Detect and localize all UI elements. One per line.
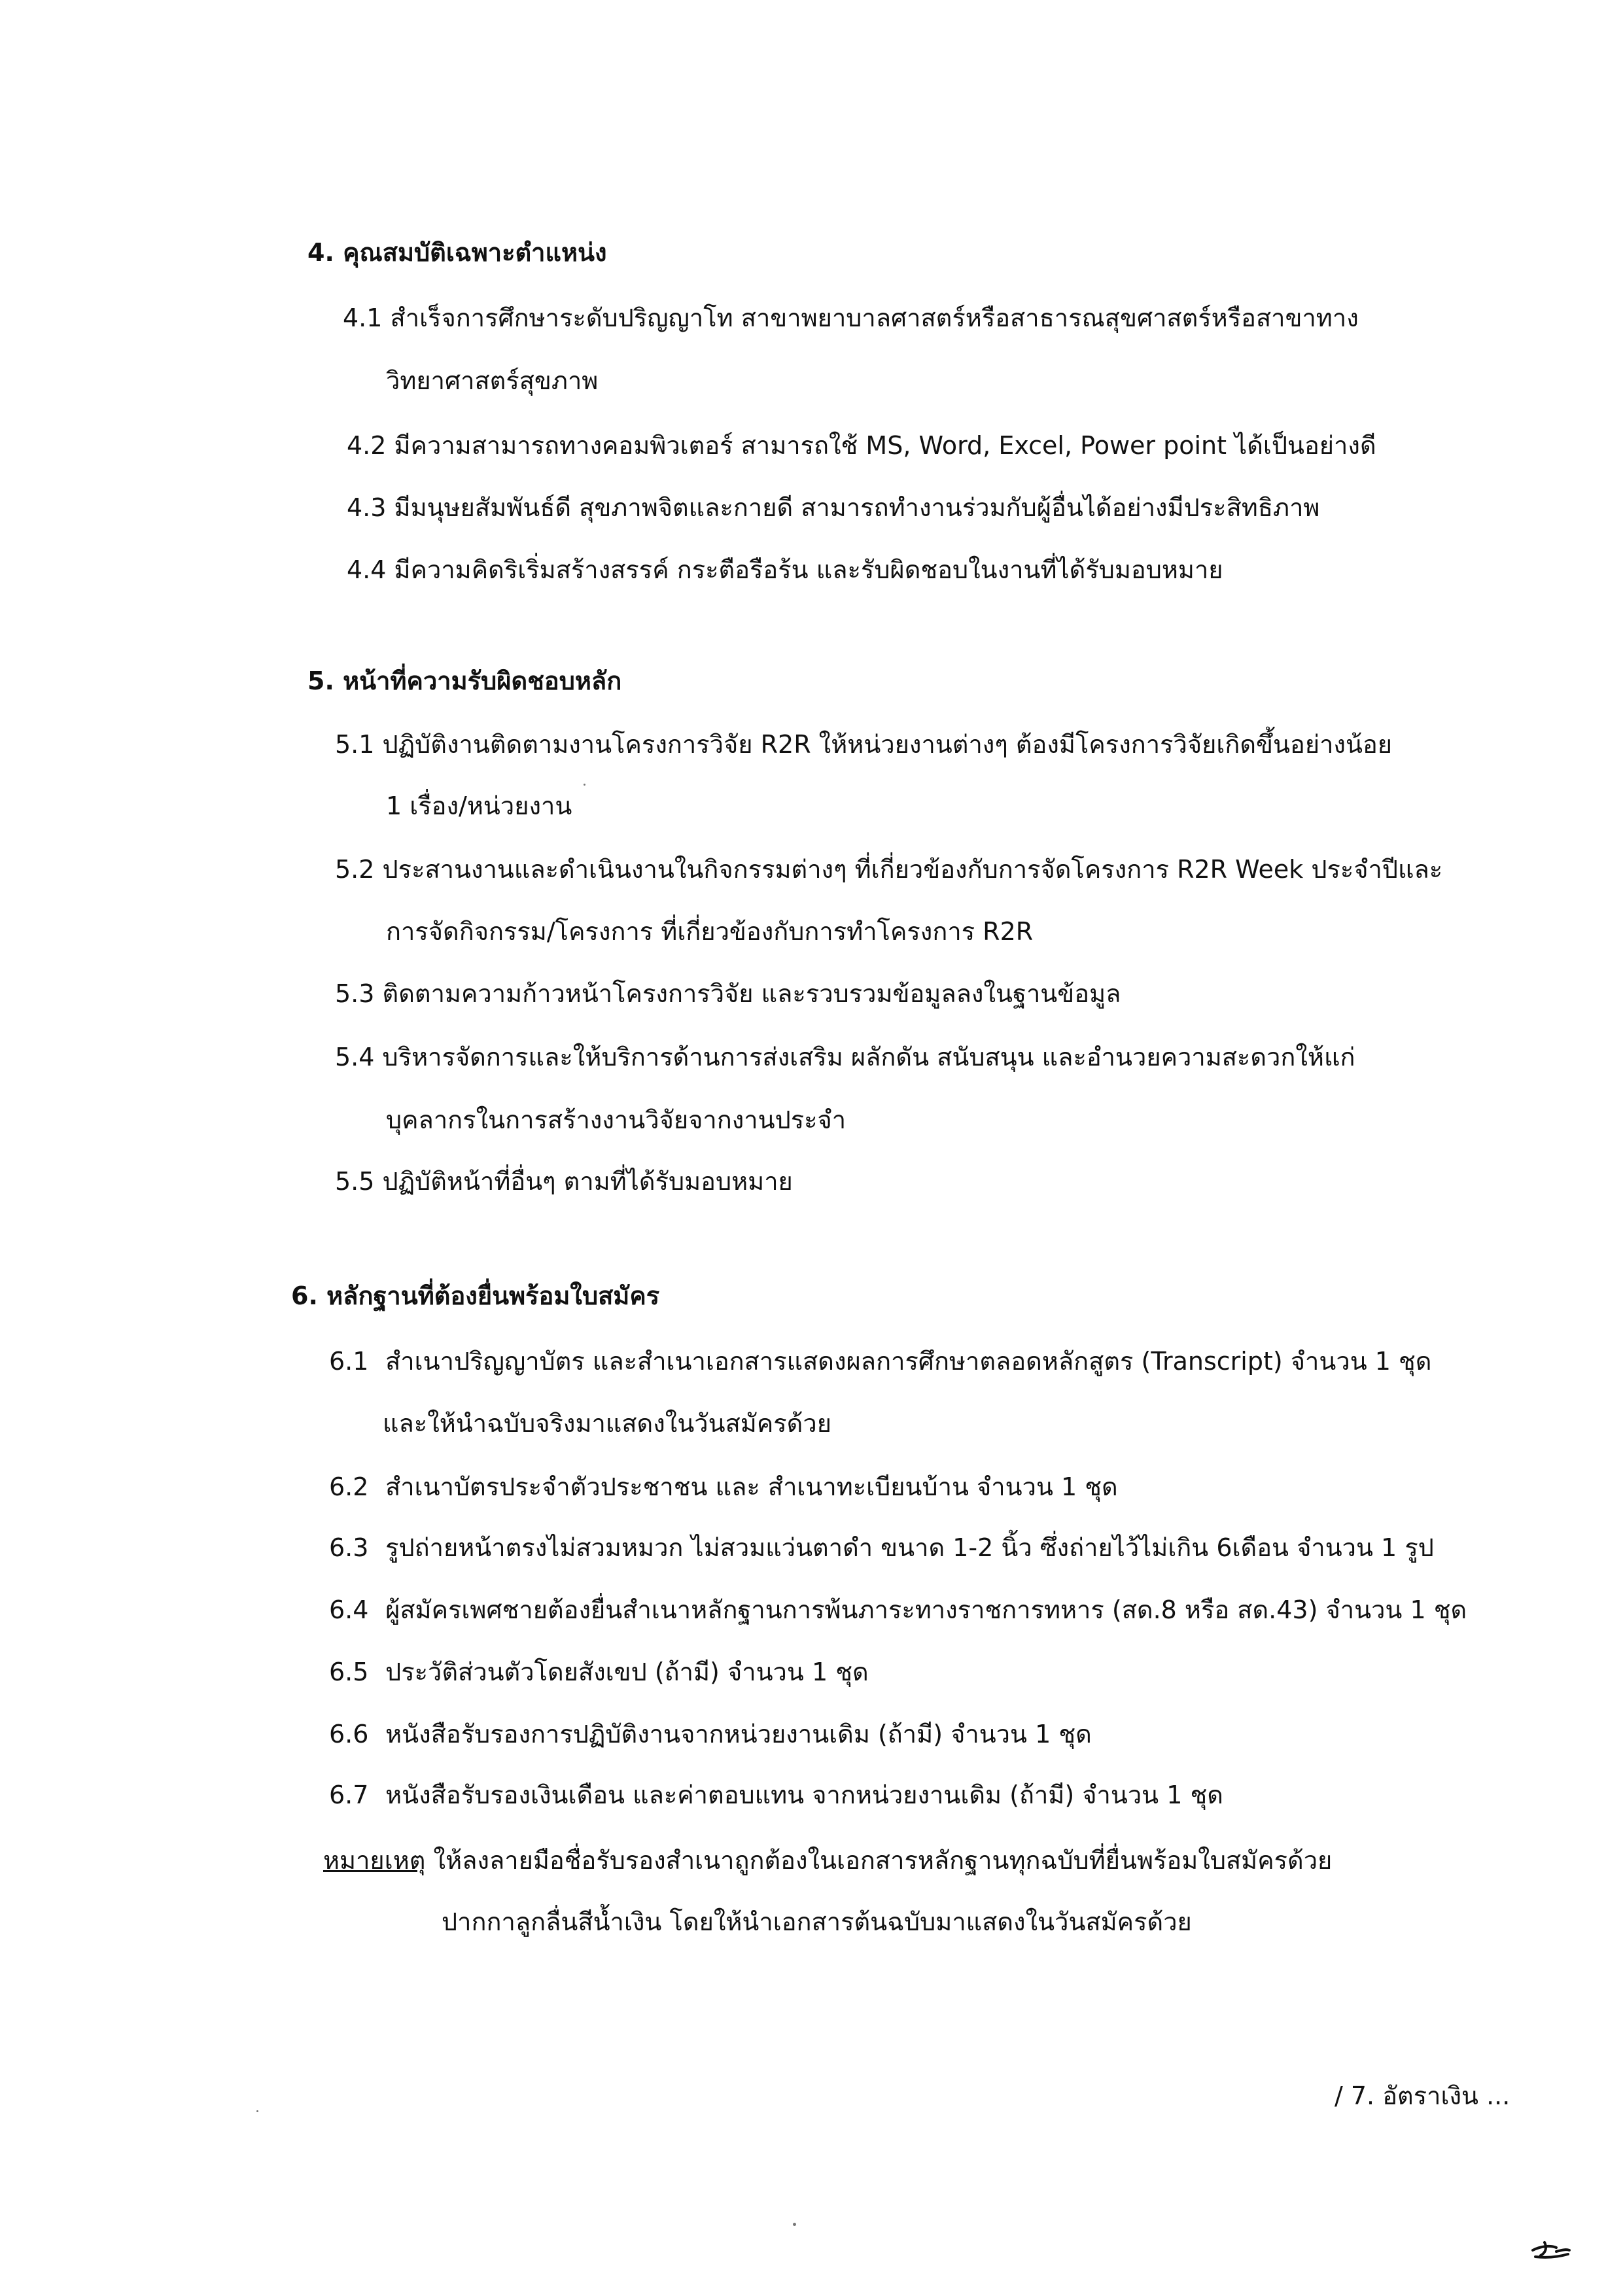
item-number: 6.4 [329, 1595, 369, 1624]
item-number: 4.4 [347, 555, 387, 584]
item-number: 4.2 [347, 431, 387, 460]
item-4-1 [343, 301, 1359, 335]
item-6-7 [329, 1778, 1223, 1812]
item-number: 5.4 [335, 1043, 375, 1071]
item-5-1 [335, 727, 1392, 761]
item-number: 4.3 [347, 493, 387, 522]
item-6-5 [329, 1655, 869, 1689]
next-page-reference: / 7. อัตราเงิน ... [1335, 2081, 1510, 2110]
note-text: ให้ลงลายมือชื่อรับรองสำเนาถูกต้องในเอกสารหลักฐานทุกฉบับที่ยื่นพร้อมใบสมัครด้วย [433, 1846, 1333, 1875]
item-4-2 [347, 428, 1376, 462]
item-5-5 [335, 1164, 793, 1198]
item-text: ประสานงานและดำเนินงานในกิจกรรมต่างๆ ที่เกี่ยวข้องกับการจัดโครงการ R2R Week ประจำปีและ [382, 855, 1443, 884]
item-text: ปฏิบัติงานติดตามงานโครงการวิจัย R2R ให้หน่วยงานต่างๆ ต้องมีโครงการวิจัยเกิดขึ้นอย่างน้อย [382, 730, 1393, 759]
item-text: มีมนุษยสัมพันธ์ดี สุขภาพจิตและกายดี สามารถทำงานร่วมกับผู้อื่นได้อย่างมีประสิทธิภาพ [394, 493, 1320, 522]
item-number: 6.6 [329, 1720, 369, 1748]
item-text: ผู้สมัครเพศชายต้องยื่นสำเนาหลักฐานการพ้นภาระทางราชการทหาร (สด.8 หรือ สด.43) จำนวน 1 ชุด [385, 1595, 1467, 1624]
note-line-1 [323, 1843, 1332, 1877]
section-5-title: 5. หน้าที่ความรับผิดชอบหลัก [307, 667, 622, 695]
scan-speck [584, 784, 585, 786]
item-6-2 [329, 1470, 1118, 1504]
item-text: รูปถ่ายหน้าตรงไม่สวมหมวก ไม่สวมแว่นตาดำ ขนาด 1-2 นิ้ว ซึ่งถ่ายไว้ไม่เกิน 6เดือน จำนวน 1 รูป [385, 1533, 1434, 1562]
item-number: 6.5 [329, 1658, 369, 1686]
item-6-1-continued: และให้นำฉบับจริงมาแสดงในวันสมัครด้วย [383, 1409, 831, 1438]
item-text: มีความสามารถทางคอมพิวเตอร์ สามารถใช้ MS, Word, Excel, Power point ได้เป็นอย่างดี [394, 431, 1376, 460]
handwritten-initials-icon [1527, 2236, 1580, 2262]
item-number: 6.1 [329, 1347, 369, 1376]
item-text: ติดตามความก้าวหน้าโครงการวิจัย และรวบรวมข้อมูลลงในฐานข้อมูล [382, 979, 1121, 1008]
item-text: สำเนาบัตรประจำตัวประชาชน และ สำเนาทะเบียนบ้าน จำนวน 1 ชุด [385, 1472, 1118, 1501]
item-5-3 [335, 977, 1121, 1011]
item-5-1-continued: 1 เรื่อง/หน่วยงาน [386, 791, 572, 820]
item-6-4 [329, 1593, 1467, 1627]
item-number: 4.1 [343, 304, 383, 332]
item-number: 6.3 [329, 1533, 369, 1562]
item-number: 5.2 [335, 855, 375, 884]
item-text: มีความคิดริเริ่มสร้างสรรค์ กระตือรือร้น และรับผิดชอบในงานที่ได้รับมอบหมาย [394, 555, 1223, 584]
section-6-title: 6. หลักฐานที่ต้องยื่นพร้อมใบสมัคร [291, 1281, 660, 1310]
item-number: 6.2 [329, 1472, 369, 1501]
item-text: สำเร็จการศึกษาระดับปริญญาโท สาขาพยาบาลศาสตร์หรือสาธารณสุขศาสตร์หรือสาขาทาง [390, 304, 1359, 332]
item-4-4 [347, 553, 1223, 587]
note-label: หมายเหตุ [323, 1846, 426, 1875]
item-6-3 [329, 1531, 1434, 1565]
item-text: สำเนาปริญญาบัตร และสำเนาเอกสารแสดงผลการศึกษาตลอดหลักสูตร (Transcript) จำนวน 1 ชุด [385, 1347, 1432, 1376]
note-line-2: ปากกาลูกลื่นสีน้ำเงิน โดยให้นำเอกสารต้นฉบับมาแสดงในวันสมัครด้วย [442, 1907, 1192, 1936]
item-6-1 [329, 1344, 1431, 1378]
section-4-title: 4. คุณสมบัติเฉพาะตำแหน่ง [307, 238, 607, 267]
item-number: 6.7 [329, 1781, 369, 1809]
item-number: 5.1 [335, 730, 375, 759]
item-6-6 [329, 1717, 1092, 1751]
item-number: 5.5 [335, 1167, 375, 1196]
item-text: ประวัติส่วนตัวโดยสังเขป (ถ้ามี) จำนวน 1 ชุด [385, 1658, 869, 1686]
item-text: หนังสือรับรองเงินเดือน และค่าตอบแทน จากหน่วยงานเดิม (ถ้ามี) จำนวน 1 ชุด [385, 1781, 1223, 1809]
item-4-3 [347, 491, 1319, 525]
item-5-2-continued: การจัดกิจกรรม/โครงการ ที่เกี่ยวข้องกับการทำโครงการ R2R [386, 917, 1034, 946]
item-text: หนังสือรับรองการปฏิบัติงานจากหน่วยงานเดิม (ถ้ามี) จำนวน 1 ชุด [385, 1720, 1092, 1748]
item-text: บริหารจัดการและให้บริการด้านการส่งเสริม ผลักดัน สนับสนุน และอำนวยความสะดวกให้แก่ [382, 1043, 1355, 1071]
item-4-1-continued: วิทยาศาสตร์สุขภาพ [386, 366, 599, 395]
item-5-4 [335, 1040, 1355, 1074]
scan-speck [256, 2110, 258, 2112]
item-text: ปฏิบัติหน้าที่อื่นๆ ตามที่ได้รับมอบหมาย [382, 1167, 793, 1196]
scan-speck [793, 2223, 796, 2226]
item-5-4-continued: บุคลากรในการสร้างงานวิจัยจากงานประจำ [386, 1105, 846, 1134]
item-number: 5.3 [335, 979, 375, 1008]
item-5-2 [335, 852, 1442, 886]
